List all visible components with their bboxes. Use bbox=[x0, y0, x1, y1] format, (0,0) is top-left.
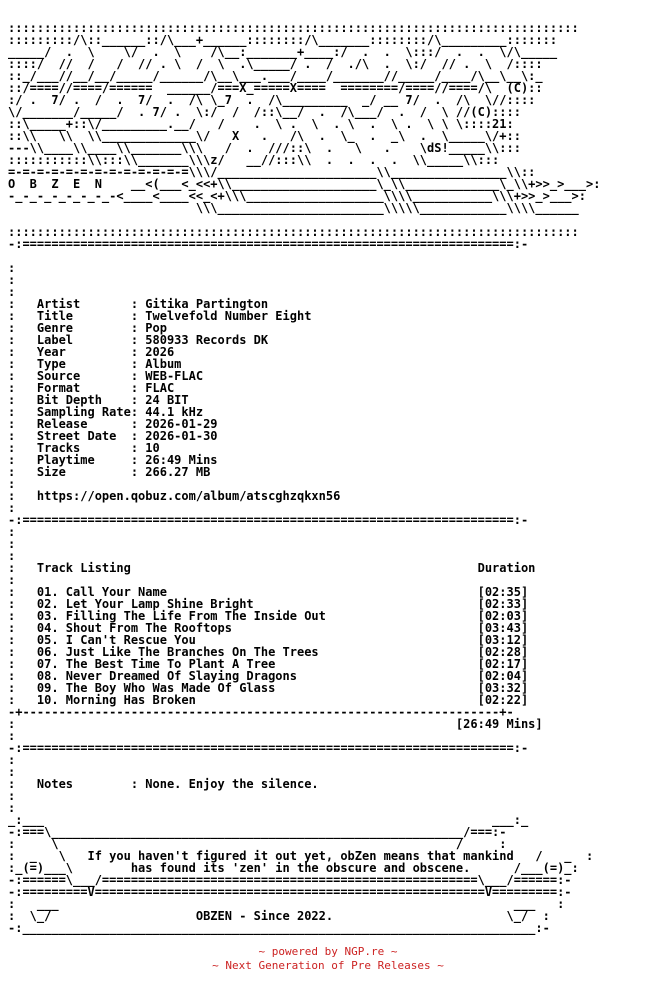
powered-by-line: ~ powered by NGP.re ~ bbox=[258, 945, 398, 958]
nfo-line: : Label : 580933 Records DK bbox=[8, 333, 269, 347]
nfo-line: ::\\ \\ \\_____________\/ X . /\ . \_ . _\ . \_____\/+:: bbox=[8, 129, 521, 143]
nfo-line: : bbox=[8, 501, 16, 515]
nfo-line: ---\\____\\____\\_______\\\ / . ///::\ . \ . \dS!_____\\::: bbox=[8, 141, 521, 155]
nfo-line: : _ \ If you haven't figured it out yet, obZen means that mankind / _ : bbox=[8, 849, 594, 863]
nfo-line: _____/ . \ \/ . \ /\__:_______+____:/ . . \:::/ . . \/\_____ bbox=[8, 45, 558, 59]
nfo-line: -_-_-_-_-_-_-_-<____<____<<_<+\\\___________________\\\\___________\\\+>>_>___>: bbox=[8, 189, 586, 203]
nfo-line: :_(=)___\ has found its 'zen' in the obscure and obscene. /___(=)_: bbox=[8, 861, 579, 875]
nfo-line: -:_______________________________________________________________________:- bbox=[8, 921, 550, 935]
nfo-line: : \_/ OBZEN - Since 2022. \_/ : bbox=[8, 909, 550, 923]
next-generation-line: ~ Next Generation of Pre Releases ~ bbox=[212, 959, 444, 972]
nfo-line: : 10. Morning Has Broken [02:22] bbox=[8, 693, 529, 707]
nfo-line: ::::/ // / / // . \ / \ .\_____/ . / ./\ . \:/ // . \ /:::: bbox=[8, 57, 543, 71]
nfo-line bbox=[8, 250, 652, 262]
nfo-line: : 04. Shout From The Rooftops [03:43] bbox=[8, 621, 529, 635]
nfo-line: ::\_____+::\/_________.__/ / . \ . \ . \ . \ . \ \ \::::21: bbox=[8, 117, 514, 131]
nfo-line: : Track Listing Duration bbox=[8, 561, 536, 575]
nfo-line: : Source : WEB-FLAC bbox=[8, 369, 204, 383]
nfo-line: : 01. Call Your Name [02:35] bbox=[8, 585, 529, 599]
nfo-line: -+------------------------------------------------------------------+- bbox=[8, 705, 514, 719]
nfo-line: : Tracks : 10 bbox=[8, 441, 160, 455]
nfo-line: : bbox=[8, 765, 16, 779]
nfo-line: ::_/___//__/__/_____/______/\__\___.___/____/_______//_____/____/\__\__\:_ bbox=[8, 69, 543, 83]
nfo-line: -:====================================================================:- bbox=[8, 237, 529, 251]
nfo-line: : Genre : Pop bbox=[8, 321, 167, 335]
nfo-line: -:=========V======================================================V=========:- bbox=[8, 885, 572, 899]
nfo-line: \\\_______________________\\\\\____________\\\\______ bbox=[8, 201, 579, 215]
nfo-line: O B Z E N __<(___<_<<+\\____________________\_\\_____________\_\\+>>_>___>: bbox=[8, 177, 601, 191]
nfo-line: : Format : FLAC bbox=[8, 381, 175, 395]
nfo-line: : Notes : None. Enjoy the silence. bbox=[8, 777, 319, 791]
nfo-line: : 03. Filling The Life From The Inside Out [02:03] bbox=[8, 609, 529, 623]
nfo-line: : Size : 266.27 MB bbox=[8, 465, 211, 479]
nfo-line: : 05. I Can't Rescue You [03:12] bbox=[8, 633, 529, 647]
nfo-line: =-=-=-=-=-=-=-=-=-=-=-=-=\\\/______________________\\________________\\:: bbox=[8, 165, 536, 179]
nfo-line: : 06. Just Like The Branches On The Trees [02:28] bbox=[8, 645, 529, 659]
nfo-line: \/_______/_____/ . 7/ . \:/ / /::\__/ . /\___/ . / \ //(C):::: bbox=[8, 105, 521, 119]
nfo-line: -:===\_________________________________________________________/===:- bbox=[8, 825, 507, 839]
nfo-line: -:======\___/====================================================\___/======:- bbox=[8, 873, 572, 887]
nfo-text bbox=[8, 21, 652, 935]
nfo-line: : bbox=[8, 549, 16, 563]
nfo-line: : Release : 2026-01-29 bbox=[8, 417, 218, 431]
nfo-line: ::::::::::::::::::::::::::::::::::::::::::::::::::::::::::::::::::::::::::::::: bbox=[8, 21, 579, 35]
nfo-line: : 07. The Best Time To Plant A Tree [02:17] bbox=[8, 657, 529, 671]
nfo-line: : bbox=[8, 789, 16, 803]
nfo-line: : ___ ___ : bbox=[8, 897, 565, 911]
nfo-line: : bbox=[8, 573, 16, 587]
nfo-line: : Artist : Gitika Partington bbox=[8, 297, 269, 311]
nfo-line: : bbox=[8, 729, 16, 743]
nfo-line: : 09. The Boy Who Was Made Of Glass [03:32] bbox=[8, 681, 529, 695]
nfo-line: _:___ ___:_ bbox=[8, 813, 529, 827]
nfo-line: : Bit Depth : 24 BIT bbox=[8, 393, 189, 407]
nfo-line: :/ . 7/ . / . 7/ . /\ \_7 . /\_________ _/ __ 7/ . /\ \//:::: bbox=[8, 93, 536, 107]
nfo-line: : bbox=[8, 273, 16, 287]
nfo-line: : Sampling Rate: 44.1 kHz bbox=[8, 405, 204, 419]
nfo-line: ::/====//====/====== ______/===X_=====X==== ========/====//====/\ (C):: bbox=[8, 81, 543, 95]
nfo-line: : bbox=[8, 525, 16, 539]
nfo-line: : \ / : bbox=[8, 837, 507, 851]
nfo-line: : bbox=[8, 537, 16, 551]
nfo-line: : bbox=[8, 753, 16, 767]
nfo-line: :::::::::::\\:::\\_______\\\z/ __//:::\\ . . . . \\_____\\::: bbox=[8, 153, 500, 167]
nfo-line: : 08. Never Dreamed Of Slaying Dragons [02:04] bbox=[8, 669, 529, 683]
nfo-line: -:====================================================================:- bbox=[8, 513, 529, 527]
nfo-line: : bbox=[8, 477, 16, 491]
nfo-line: : Year : 2026 bbox=[8, 345, 175, 359]
nfo-line: : Type : Album bbox=[8, 357, 182, 371]
nfo-line: : Playtime : 26:49 Mins bbox=[8, 453, 218, 467]
nfo-line: :::::::::/\::______::/\___+______::::::::/\_______::::::::/\_________::::::: bbox=[8, 33, 558, 47]
nfo-line: : bbox=[8, 801, 16, 815]
nfo-line: : Title : Twelvefold Number Eight bbox=[8, 309, 312, 323]
nfo-line: : bbox=[8, 285, 16, 299]
nfo-line: : 02. Let Your Lamp Shine Bright [02:33] bbox=[8, 597, 529, 611]
nfo-line: -:====================================================================:- bbox=[8, 741, 529, 755]
nfo-line[interactable]: : https://open.qobuz.com/album/atscghzqkxn56 bbox=[8, 489, 341, 503]
nfo-line: : [26:49 Mins] bbox=[8, 717, 543, 731]
nfo-line: : bbox=[8, 261, 16, 275]
nfo-line: : Street Date : 2026-01-30 bbox=[8, 429, 218, 443]
nfo-line: ::::::::::::::::::::::::::::::::::::::::::::::::::::::::::::::::::::::::::::::: bbox=[8, 225, 579, 239]
